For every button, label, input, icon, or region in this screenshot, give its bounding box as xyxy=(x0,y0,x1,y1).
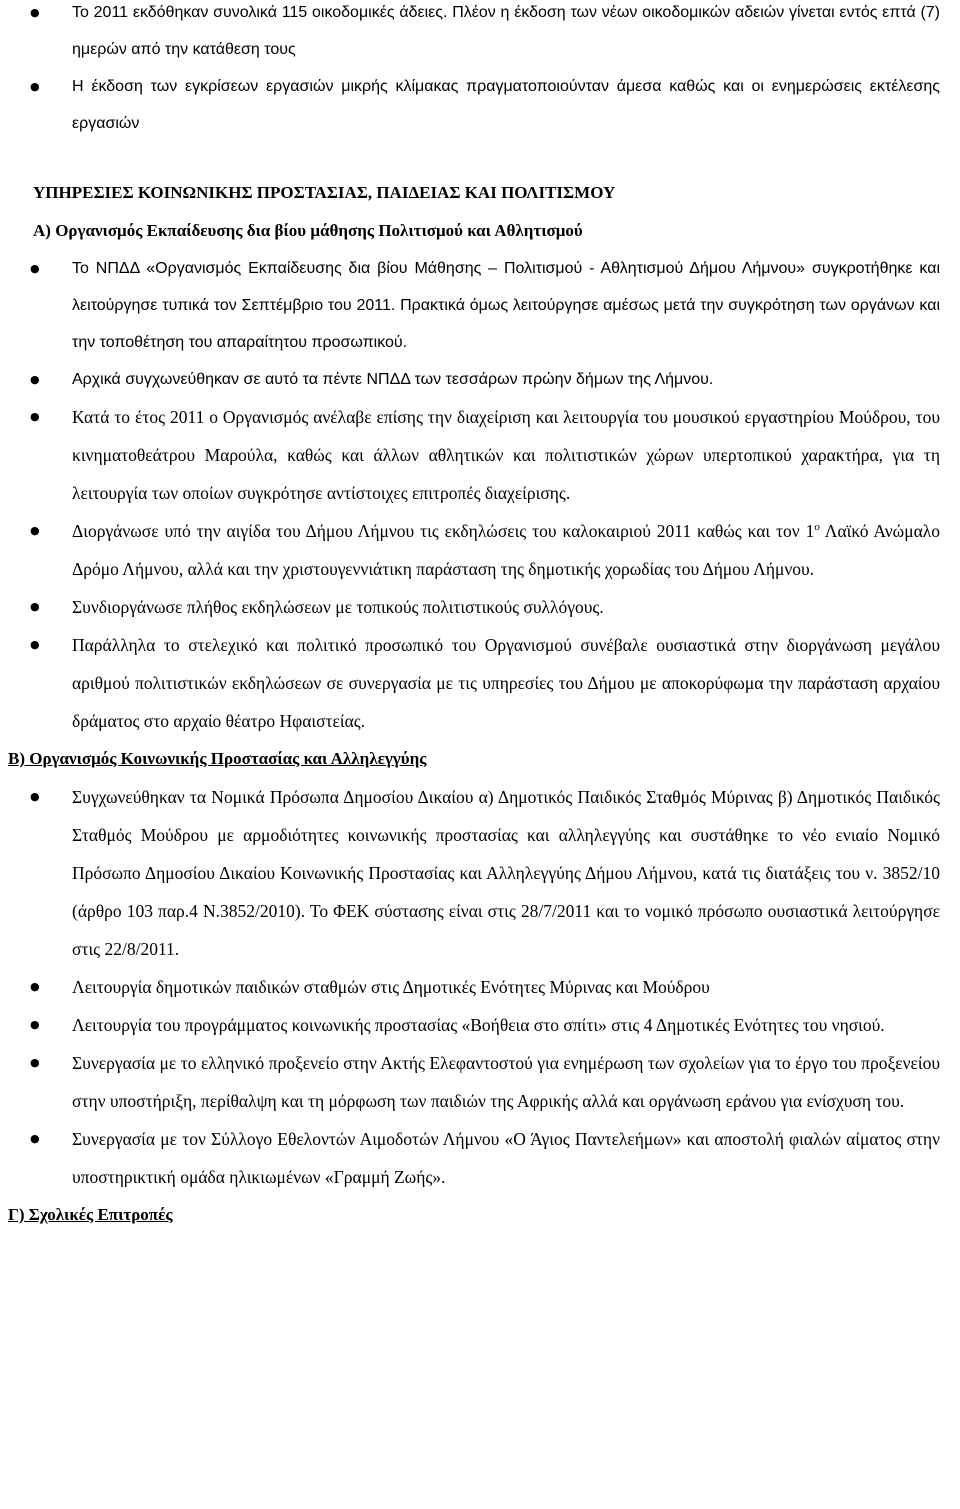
bullet-icon: ● xyxy=(30,980,40,993)
bullet-icon: ● xyxy=(30,600,40,613)
list-item-text: Συνδιοργάνωσε πλήθος εκδηλώσεων με τοπικούς πολιτιστικούς συλλόγους. xyxy=(72,597,604,617)
list-item xyxy=(0,398,960,512)
bullet-icon: ● xyxy=(30,524,40,537)
list-item xyxy=(0,1044,960,1120)
bullet-icon: ● xyxy=(30,1018,40,1031)
bullet-icon: ● xyxy=(30,373,40,386)
list-item-text-part1: Διοργάνωσε υπό την αιγίδα του Δήμου Λήμνου τις εκδηλώσεις του καλοκαιριού 2011 καθώς και τον 1 xyxy=(72,521,815,541)
list-item xyxy=(0,778,960,968)
list-item xyxy=(0,361,960,398)
list-item-text: Λειτουργία του προγράμματος κοινωνικής προστασίας «Βοήθεια στο σπίτι» στις 4 Δημοτικές Ενότητες του νησιού. xyxy=(72,1015,885,1035)
list-item xyxy=(0,68,960,142)
list-item xyxy=(0,250,960,361)
list-item-text: Συγχωνεύθηκαν τα Νομικά Πρόσωπα Δημοσίου Δικαίου α) Δημοτικός Παιδικός Σταθμός Μύρινας β) Δημοτικός Παιδικός Σταθμός Μούδρου με αρμοδιότητες κοινωνικής προστασίας και αλληλεγγύης και συστάθηκε το νέο ενιαίο Νομικό Πρόσωπο Δημοσίου Δικαίου Κοινωνικής Προστασίας και Αλληλεγγύης Δήμου Λήμνου, κατά τις διατάξεις του ν. 3852/10 (άρθρο 103 παρ.4 Ν.3852/2010). Το ΦΕΚ σύστασης είναι στις 28/7/2011 και το νομικό πρόσωπο ουσιαστικά λειτούργησε στις 22/8/2011. xyxy=(72,787,940,959)
section-a-list-serif xyxy=(0,398,960,740)
list-item xyxy=(0,1006,960,1044)
bullet-icon: ● xyxy=(30,410,40,423)
section-title: ΥΠΗΡΕΣΙΕΣ ΚΟΙΝΩΝΙΚΗΣ ΠΡΟΣΤΑΣΙΑΣ, ΠΑΙΔΕΙΑΣ ΚΑΙ ΠΟΛΙΤΙΣΜΟΥ xyxy=(33,183,616,202)
bullet-icon: ● xyxy=(30,790,40,803)
bullet-icon: ● xyxy=(30,638,40,651)
section-b-title: Β) Οργανισμός Κοινωνικής Προστασίας και Αλληλεγγύης xyxy=(8,749,427,768)
bullet-icon: ● xyxy=(30,262,40,275)
list-item-text: Η έκδοση των εγκρίσεων εργασιών μικρής κλίμακας πραγματοποιούνταν άμεσα καθώς και οι ενημερώσεις εκτέλεσης εργασιών xyxy=(72,78,940,132)
list-item xyxy=(0,1120,960,1196)
list-item-text: Αρχικά συγχωνεύθηκαν σε αυτό τα πέντε ΝΠΔΔ των τεσσάρων πρώην δήμων της Λήμνου. xyxy=(72,371,714,388)
bullet-icon: ● xyxy=(30,6,40,19)
list-item-text: Το ΝΠΔΔ «Οργανισμός Εκπαίδευσης δια βίου Μάθησης – Πολιτισμού - Αθλητισμού Δήμου Λήμνου» συγκροτήθηκε και λειτούργησε τυπικά τον Σεπτέμβριο του 2011. Πρακτικά όμως λειτούργησε αμέσως μετά την συγκρότηση των οργάνων και την τοποθέτηση του απαραίτητου προσωπικού. xyxy=(72,260,940,351)
bullet-icon: ● xyxy=(30,1056,40,1069)
section-a-list-sans xyxy=(0,250,960,398)
list-item-text: Το 2011 εκδόθηκαν συνολικά 115 οικοδομικές άδειες. Πλέον η έκδοση των νέων οικοδομικών αδειών γίνεται εντός επτά (7) ημερών από την κατάθεση τους xyxy=(72,4,940,58)
list-item xyxy=(0,512,960,588)
section-b-list xyxy=(0,778,960,1196)
list-item xyxy=(0,588,960,626)
intro-list xyxy=(0,0,960,142)
bullet-icon: ● xyxy=(30,80,40,93)
section-a-title: Α) Οργανισμός Εκπαίδευσης δια βίου μάθησης Πολιτισμού και Αθλητισμού xyxy=(33,221,583,240)
list-item-text: Κατά το έτος 2011 ο Οργανισμός ανέλαβε επίσης την διαχείριση και λειτουργία του μουσικού εργαστηρίου Μούδρου, του κινηματοθεάτρου Μαρούλα, καθώς και άλλων αθλητικών και πολιτιστικών χώρων υπερτοπικού χαρακτήρα, για τη λειτουργία των οποίων συγκρότησε αντίστοιχες επιτροπές διαχείρισης. xyxy=(72,407,940,503)
section-c-title: Γ) Σχολικές Επιτροπές xyxy=(8,1205,173,1224)
list-item-text: Συνεργασία με το ελληνικό προξενείο στην Ακτής Ελεφαντοστού για ενημέρωση των σχολείων για το έργο του προξενείου στην υποστήριξη, περίθαλψη και τη μόρφωση των παιδιών της Αφρικής αλλά και οργάνωση εράνου για ενίσχυση του. xyxy=(72,1053,940,1111)
list-item xyxy=(0,626,960,740)
list-item-text: Λειτουργία δημοτικών παιδικών σταθμών στις Δημοτικές Ενότητες Μύρινας και Μούδρου xyxy=(72,977,710,997)
ordinal-superscript: ο xyxy=(814,521,820,534)
list-item-text: Παράλληλα το στελεχικό και πολιτικό προσωπικό του Οργανισμού συνέβαλε ουσιαστικά στην διοργάνωση μεγάλου αριθμού πολιτιστικών εκδηλώσεων σε συνεργασία με τις υπηρεσίες του Δήμου με αποκορύφωμα την παράσταση αρχαίου δράματος στο αρχαίο θέατρο Ηφαιστείας. xyxy=(72,635,940,731)
list-item xyxy=(0,0,960,68)
list-item-text-part2: Λαϊκό Ανώμαλο Δρόμο Λήμνου, αλλά και την χριστουγεννιάτικη παράσταση της δημοτικής χορωδίας του Δήμου Λήμνου. xyxy=(72,521,940,579)
list-item-text: Συνεργασία με τον Σύλλογο Εθελοντών Αιμοδοτών Λήμνου «Ο Άγιος Παντελεήμων» και αποστολή φιαλών αίματος στην υποστηρικτική ομάδα ηλικιωμένων «Γραμμή Ζωής». xyxy=(72,1129,940,1187)
list-item xyxy=(0,968,960,1006)
bullet-icon: ● xyxy=(30,1132,40,1145)
